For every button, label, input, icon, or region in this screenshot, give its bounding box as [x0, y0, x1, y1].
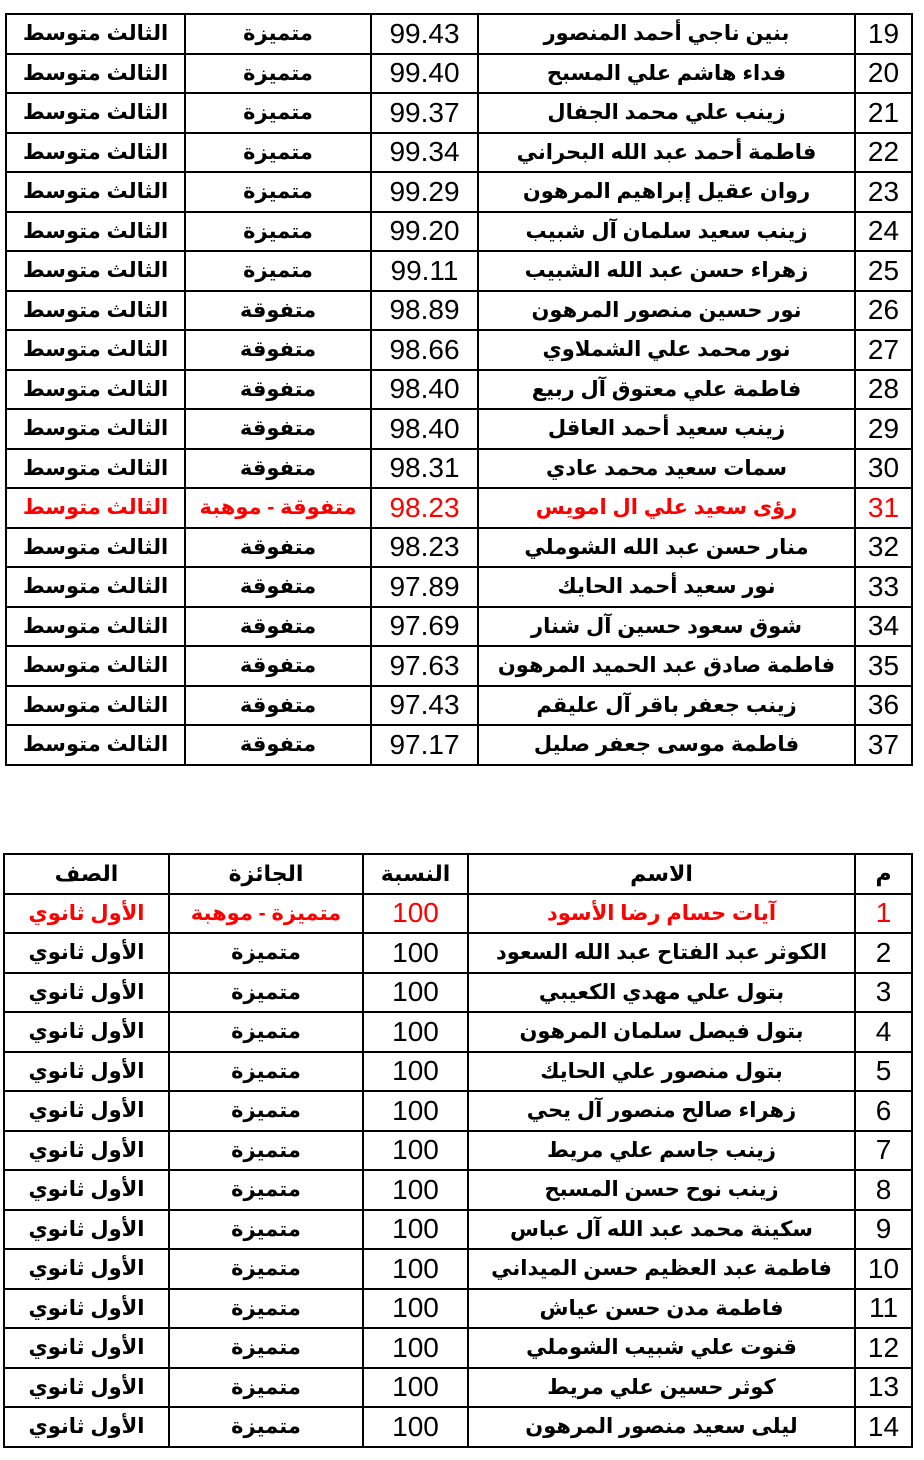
cell-grade: الأول ثانوي: [4, 1012, 169, 1052]
cell-student-name: رؤى سعيد علي ال امويس: [478, 488, 855, 528]
cell-award: متميزة: [169, 1289, 363, 1329]
cell-student-name: زهراء حسن عبد الله الشبيب: [478, 251, 855, 291]
cell-number: 13: [855, 1368, 912, 1408]
cell-number: 29: [855, 409, 912, 449]
cell-number: 27: [855, 330, 912, 370]
cell-percentage: 97.17: [371, 725, 478, 765]
table-row: [6, 725, 912, 765]
cell-award: متميزة: [185, 133, 371, 173]
col-header-number: م: [855, 854, 912, 894]
cell-grade: الثالث متوسط: [6, 291, 185, 331]
cell-number: 6: [855, 1091, 912, 1131]
cell-percentage: 99.40: [371, 54, 478, 94]
cell-grade: الأول ثانوي: [4, 1407, 169, 1447]
cell-number: 35: [855, 646, 912, 686]
cell-percentage: 100: [363, 1289, 468, 1329]
cell-number: 34: [855, 607, 912, 647]
cell-number: 22: [855, 133, 912, 173]
cell-percentage: 99.11: [371, 251, 478, 291]
cell-award: متميزة: [169, 1170, 363, 1210]
cell-percentage: 100: [363, 973, 468, 1013]
cell-percentage: 99.29: [371, 172, 478, 212]
cell-student-name: فداء هاشم علي المسبح: [478, 54, 855, 94]
cell-award: متميزة: [169, 1368, 363, 1408]
cell-number: 25: [855, 251, 912, 291]
cell-percentage: 98.40: [371, 370, 478, 410]
cell-percentage: 100: [363, 1328, 468, 1368]
cell-number: 12: [855, 1328, 912, 1368]
cell-number: 33: [855, 567, 912, 607]
cell-award: متميزة: [169, 933, 363, 973]
cell-award: متفوقة - موهبة: [185, 488, 371, 528]
cell-student-name: نور حسين منصور المرهون: [478, 291, 855, 331]
table-row: [6, 133, 912, 173]
cell-percentage: 100: [363, 933, 468, 973]
cell-student-name: قنوت علي شبيب الشوملي: [468, 1328, 855, 1368]
table-row: [6, 686, 912, 726]
table-row: [6, 14, 912, 54]
cell-percentage: 100: [363, 1131, 468, 1171]
table-row: [6, 291, 912, 331]
cell-number: 14: [855, 1407, 912, 1447]
table-row: [6, 409, 912, 449]
cell-grade: الثالث متوسط: [6, 330, 185, 370]
table-row: [6, 212, 912, 252]
cell-number: 7: [855, 1131, 912, 1171]
table-row: [6, 449, 912, 489]
table-row: [4, 894, 912, 934]
table-row: [4, 1052, 912, 1092]
cell-student-name: روان عقيل إبراهيم المرهون: [478, 172, 855, 212]
cell-student-name: سكينة محمد عبد الله آل عباس: [468, 1210, 855, 1250]
cell-award: متفوقة: [185, 607, 371, 647]
table-row: [6, 528, 912, 568]
table-row: [4, 1170, 912, 1210]
cell-grade: الأول ثانوي: [4, 1328, 169, 1368]
cell-percentage: 99.20: [371, 212, 478, 252]
table-row: [6, 488, 912, 528]
cell-grade: الأول ثانوي: [4, 1131, 169, 1171]
cell-grade: الأول ثانوي: [4, 1289, 169, 1329]
col-header-grade: الصف: [4, 854, 169, 894]
cell-award: متفوقة: [185, 370, 371, 410]
cell-student-name: فاطمة علي معتوق آل ربيع: [478, 370, 855, 410]
cell-award: متميزة: [185, 212, 371, 252]
cell-percentage: 100: [363, 1210, 468, 1250]
cell-grade: الأول ثانوي: [4, 1170, 169, 1210]
header-row: [4, 854, 912, 894]
cell-award: متميزة: [169, 1131, 363, 1171]
cell-student-name: زينب علي محمد الجفال: [478, 93, 855, 133]
cell-percentage: 100: [363, 1012, 468, 1052]
cell-student-name: فاطمة صادق عبد الحميد المرهون: [478, 646, 855, 686]
table-row: [4, 973, 912, 1013]
cell-percentage: 100: [363, 1249, 468, 1289]
cell-award: متفوقة: [185, 291, 371, 331]
cell-grade: الأول ثانوي: [4, 973, 169, 1013]
cell-award: متميزة: [185, 251, 371, 291]
cell-award: متفوقة: [185, 646, 371, 686]
cell-grade: الثالث متوسط: [6, 607, 185, 647]
table-row: [4, 1289, 912, 1329]
table-row: [6, 646, 912, 686]
cell-grade: الأول ثانوي: [4, 1052, 169, 1092]
cell-grade: الثالث متوسط: [6, 567, 185, 607]
cell-grade: الثالث متوسط: [6, 370, 185, 410]
cell-grade: الثالث متوسط: [6, 725, 185, 765]
cell-number: 9: [855, 1210, 912, 1250]
cell-grade: الثالث متوسط: [6, 14, 185, 54]
cell-award: متميزة: [169, 1249, 363, 1289]
cell-percentage: 100: [363, 1407, 468, 1447]
cell-grade: الثالث متوسط: [6, 133, 185, 173]
cell-award: متفوقة: [185, 725, 371, 765]
cell-student-name: زهراء صالح منصور آل يحي: [468, 1091, 855, 1131]
cell-award: متميزة: [185, 14, 371, 54]
table-row: [6, 370, 912, 410]
cell-percentage: 100: [363, 1368, 468, 1408]
cell-number: 36: [855, 686, 912, 726]
cell-student-name: الكوثر عبد الفتاح عبد الله السعود: [468, 933, 855, 973]
table-row: [4, 1091, 912, 1131]
cell-student-name: زينب جاسم علي مريط: [468, 1131, 855, 1171]
cell-percentage: 98.89: [371, 291, 478, 331]
cell-percentage: 98.23: [371, 488, 478, 528]
cell-grade: الأول ثانوي: [4, 1249, 169, 1289]
cell-student-name: زينب نوح حسن المسبح: [468, 1170, 855, 1210]
cell-percentage: 98.31: [371, 449, 478, 489]
cell-percentage: 97.89: [371, 567, 478, 607]
cell-award: متميزة: [169, 1052, 363, 1092]
cell-award: متميزة: [169, 1328, 363, 1368]
cell-number: 5: [855, 1052, 912, 1092]
cell-number: 1: [855, 894, 912, 934]
cell-award: متفوقة: [185, 686, 371, 726]
cell-number: 24: [855, 212, 912, 252]
cell-student-name: نور محمد علي الشملاوي: [478, 330, 855, 370]
col-header-award: الجائزة: [169, 854, 363, 894]
table-row: [6, 330, 912, 370]
cell-grade: الثالث متوسط: [6, 172, 185, 212]
table-row: [6, 172, 912, 212]
cell-student-name: منار حسن عبد الله الشوملي: [478, 528, 855, 568]
cell-grade: الأول ثانوي: [4, 1091, 169, 1131]
cell-grade: الثالث متوسط: [6, 54, 185, 94]
cell-grade: الثالث متوسط: [6, 251, 185, 291]
table-row: [6, 93, 912, 133]
cell-award: متفوقة: [185, 330, 371, 370]
cell-grade: الأول ثانوي: [4, 894, 169, 934]
cell-award: متفوقة: [185, 409, 371, 449]
cell-award: متفوقة: [185, 449, 371, 489]
cell-number: 8: [855, 1170, 912, 1210]
cell-number: 3: [855, 973, 912, 1013]
cell-award: متفوقة: [185, 528, 371, 568]
cell-percentage: 98.66: [371, 330, 478, 370]
cell-number: 30: [855, 449, 912, 489]
cell-grade: الأول ثانوي: [4, 1368, 169, 1408]
cell-percentage: 100: [363, 1091, 468, 1131]
cell-percentage: 98.40: [371, 409, 478, 449]
cell-number: 11: [855, 1289, 912, 1329]
cell-student-name: بتول فيصل سلمان المرهون: [468, 1012, 855, 1052]
cell-student-name: زينب سعيد أحمد العاقل: [478, 409, 855, 449]
cell-award: متميزة: [169, 973, 363, 1013]
cell-award: متميزة: [185, 54, 371, 94]
table-row: [6, 251, 912, 291]
cell-percentage: 97.63: [371, 646, 478, 686]
cell-percentage: 97.69: [371, 607, 478, 647]
cell-grade: الثالث متوسط: [6, 409, 185, 449]
cell-student-name: بتول منصور علي الحايك: [468, 1052, 855, 1092]
cell-award: متميزة: [169, 1012, 363, 1052]
table-row: [4, 1012, 912, 1052]
col-header-name: الاسم: [468, 854, 855, 894]
cell-percentage: 99.37: [371, 93, 478, 133]
cell-student-name: سمات سعيد محمد عادي: [478, 449, 855, 489]
table-row: [6, 607, 912, 647]
first-secondary-results-table: [3, 853, 913, 1448]
cell-percentage: 99.43: [371, 14, 478, 54]
cell-award: متميزة - موهبة: [169, 894, 363, 934]
cell-number: 28: [855, 370, 912, 410]
cell-award: متميزة: [185, 93, 371, 133]
cell-student-name: ليلى سعيد منصور المرهون: [468, 1407, 855, 1447]
table-row: [6, 567, 912, 607]
table-row: [4, 1407, 912, 1447]
cell-grade: الأول ثانوي: [4, 933, 169, 973]
cell-award: متميزة: [169, 1407, 363, 1447]
table-row: [4, 1210, 912, 1250]
cell-grade: الأول ثانوي: [4, 1210, 169, 1250]
col-header-percentage: النسبة: [363, 854, 468, 894]
cell-student-name: فاطمة أحمد عبد الله البحراني: [478, 133, 855, 173]
cell-student-name: آيات حسام رضا الأسود: [468, 894, 855, 934]
cell-number: 31: [855, 488, 912, 528]
cell-student-name: بتول علي مهدي الكعيبي: [468, 973, 855, 1013]
cell-grade: الثالث متوسط: [6, 488, 185, 528]
cell-student-name: زينب جعفر باقر آل عليقم: [478, 686, 855, 726]
table-row: [4, 1131, 912, 1171]
cell-award: متميزة: [169, 1210, 363, 1250]
cell-number: 10: [855, 1249, 912, 1289]
cell-award: متميزة: [169, 1091, 363, 1131]
cell-student-name: كوثر حسين علي مريط: [468, 1368, 855, 1408]
cell-grade: الثالث متوسط: [6, 646, 185, 686]
table-row: [4, 1328, 912, 1368]
intermediate-grade-results-table: [5, 13, 913, 766]
cell-number: 20: [855, 54, 912, 94]
cell-student-name: فاطمة مدن حسن عياش: [468, 1289, 855, 1329]
cell-percentage: 97.43: [371, 686, 478, 726]
cell-percentage: 100: [363, 1052, 468, 1092]
table-row: [6, 54, 912, 94]
cell-number: 2: [855, 933, 912, 973]
cell-student-name: فاطمة موسى جعفر صليل: [478, 725, 855, 765]
table-row: [4, 933, 912, 973]
cell-student-name: شوق سعود حسين آل شنار: [478, 607, 855, 647]
cell-number: 4: [855, 1012, 912, 1052]
cell-percentage: 99.34: [371, 133, 478, 173]
cell-number: 26: [855, 291, 912, 331]
cell-percentage: 100: [363, 894, 468, 934]
cell-grade: الثالث متوسط: [6, 449, 185, 489]
cell-number: 19: [855, 14, 912, 54]
cell-number: 37: [855, 725, 912, 765]
cell-grade: الثالث متوسط: [6, 212, 185, 252]
cell-percentage: 98.23: [371, 528, 478, 568]
cell-award: متميزة: [185, 172, 371, 212]
cell-award: متفوقة: [185, 567, 371, 607]
cell-percentage: 100: [363, 1170, 468, 1210]
cell-number: 21: [855, 93, 912, 133]
cell-student-name: زينب سعيد سلمان آل شبيب: [478, 212, 855, 252]
cell-number: 32: [855, 528, 912, 568]
cell-grade: الثالث متوسط: [6, 686, 185, 726]
table-row: [4, 1368, 912, 1408]
cell-grade: الثالث متوسط: [6, 93, 185, 133]
cell-student-name: بنين ناجي أحمد المنصور: [478, 14, 855, 54]
cell-student-name: فاطمة عبد العظيم حسن الميداني: [468, 1249, 855, 1289]
cell-student-name: نور سعيد أحمد الحايك: [478, 567, 855, 607]
table-row: [4, 1249, 912, 1289]
cell-grade: الثالث متوسط: [6, 528, 185, 568]
cell-number: 23: [855, 172, 912, 212]
